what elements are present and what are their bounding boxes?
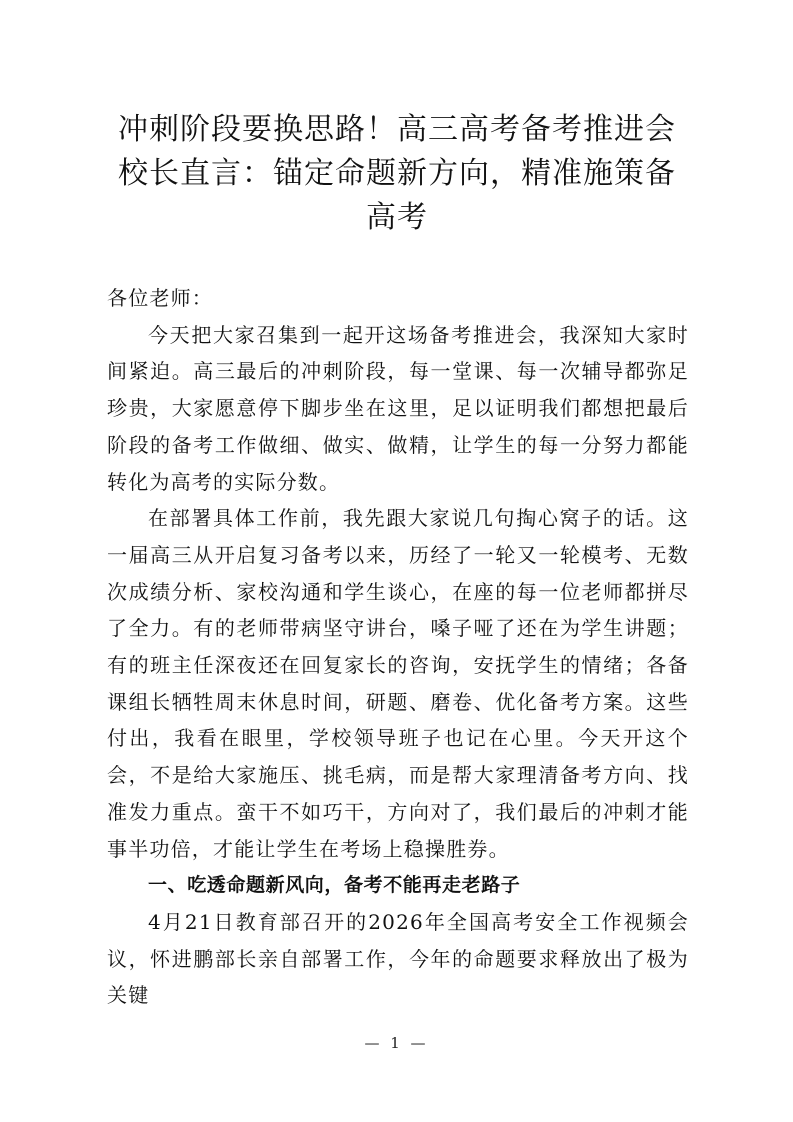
title-line-3: 高考 (366, 200, 428, 235)
section-paragraph: 4月21日教育部召开的2026年全国高考安全工作视频会议，怀进鹏部长亲自部署工作，今年的命题要求释放出了极为关键 (107, 909, 689, 1008)
salutation: 各位老师： (107, 286, 213, 310)
section-heading: 一、吃透命题新风向，备考不能再走老路子 (148, 874, 521, 897)
title-line-2: 校长直言：锚定命题新方向，精准施策备 (118, 156, 676, 191)
document-title (100, 108, 694, 240)
page-number: — 1 — (364, 1034, 429, 1052)
paragraph-1: 今天把大家召集到一起开这场备考推进会，我深知大家时间紧迫。高三最后的冲刺阶段，每一堂课、每一次辅导都弥足珍贵，大家愿意停下脚步坐在这里，足以证明我们都想把最后阶段的备考工作做细、做实、做精，让学生的每一分努力都能转化为高考的实际分数。 (107, 322, 689, 494)
paragraph-2: 在部署具体工作前，我先跟大家说几句掏心窝子的话。这一届高三从开启复习备考以来，历经了一轮又一轮模考、无数次成绩分析、家校沟通和学生谈心，在座的每一位老师都拼尽了全力。有的老师带病坚守讲台，嗓子哑了还在为学生讲题；有的班主任深夜还在回复家长的咨询，安抚学生的情绪；各备课组长牺牲周末休息时间，研题、磨卷、优化备考方案。这些付出，我看在眼里，学校领导班子也记在心里。今天开这个会，不是给大家施压、挑毛病，而是帮大家理清备考方向、找准发力重点。蛮干不如巧干，方向对了，我们最后的冲刺才能事半功倍，才能让学生在考场上稳操胜券。 (107, 506, 689, 861)
document-body (107, 280, 689, 1014)
title-line-1: 冲刺阶段要换思路！高三高考备考推进会 (118, 112, 676, 147)
